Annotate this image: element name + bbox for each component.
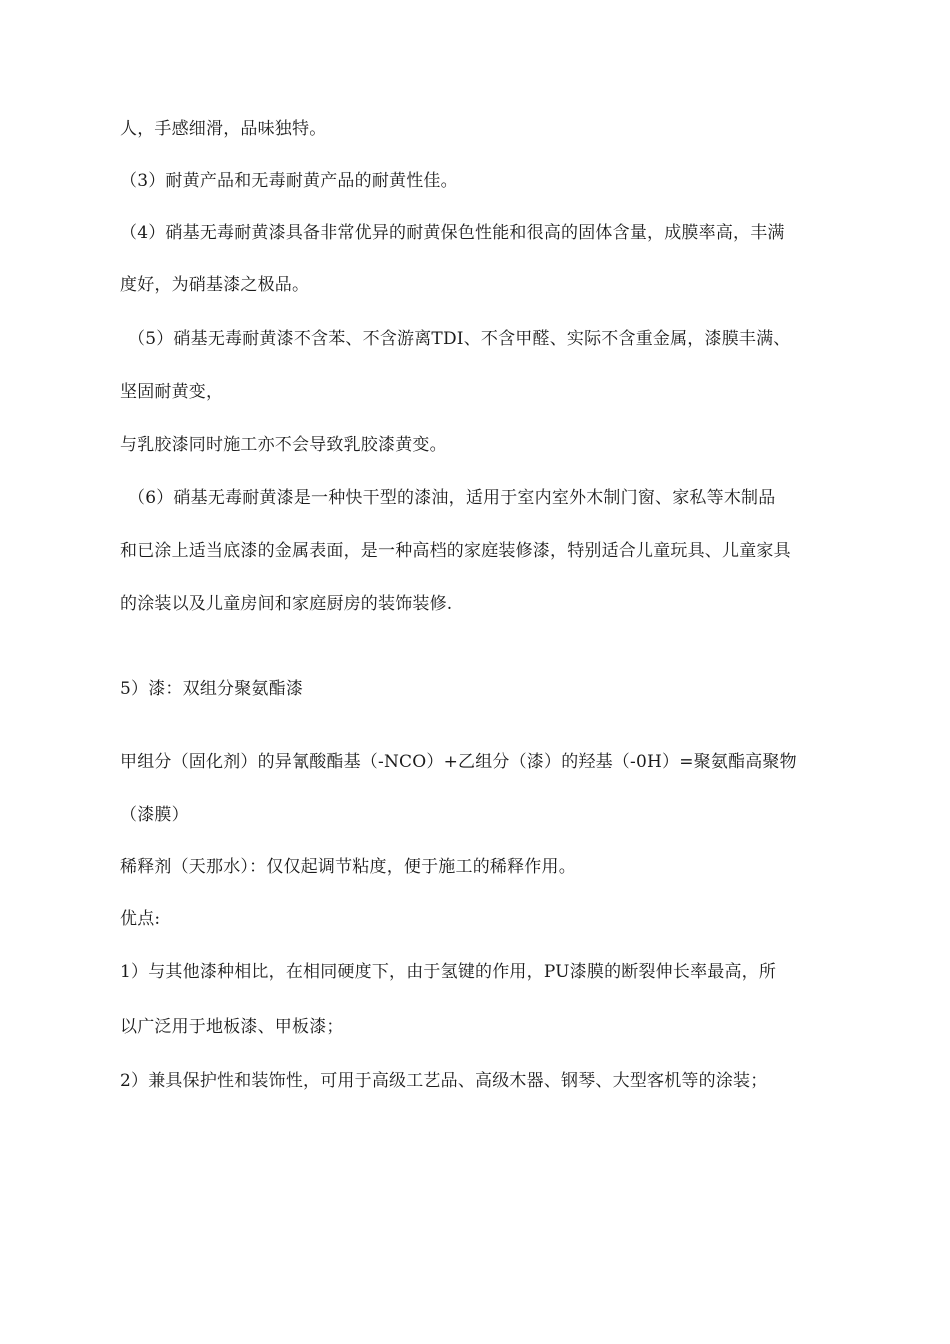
section-heading: 5）漆：双组分聚氨酯漆 [120, 679, 304, 699]
text-line: 的涂装以及儿童房间和家庭厨房的装饰装修. [120, 594, 453, 614]
text-line: 1）与其他漆种相比，在相同硬度下，由于氢键的作用，PU漆膜的断裂伸长率最高，所 [120, 962, 777, 982]
text-line: 人，手感细滑，品味独特。 [120, 119, 327, 139]
text-line: （漆膜） [120, 805, 189, 825]
text-line: 2）兼具保护性和装饰性，可用于高级工艺品、高级木器、钢琴、大型客机等的涂装； [120, 1071, 768, 1091]
text-line: 和已涂上适当底漆的金属表面，是一种高档的家庭装修漆，特别适合儿童玩具、儿童家具 [120, 541, 791, 561]
text-line: （6）硝基无毒耐黄漆是一种快干型的漆油，适用于室内室外木制门窗、家私等木制品 [128, 488, 776, 508]
text-line: 度好，为硝基漆之极品。 [120, 275, 310, 295]
text-line: 优点: [120, 909, 161, 929]
text-line: 与乳胶漆同时施工亦不会导致乳胶漆黄变。 [120, 435, 447, 455]
text-line: 稀释剂（天那水）：仅仅起调节粘度，便于施工的稀释作用。 [120, 857, 576, 877]
text-line: （3）耐黄产品和无毒耐黄产品的耐黄性佳。 [120, 171, 458, 191]
text-line: 以广泛用于地板漆、甲板漆； [120, 1017, 344, 1037]
text-line: 甲组分（固化剂）的异氰酸酯基（-NCO）+乙组分（漆）的羟基（-0H）=聚氨酯高聚物 [120, 752, 797, 772]
text-line: （5）硝基无毒耐黄漆不含苯、不含游离TDI、不含甲醛、实际不含重金属，漆膜丰满、 [128, 329, 791, 349]
text-line: （4）硝基无毒耐黄漆具备非常优异的耐黄保色性能和很高的固体含量，成膜率高，丰满 [120, 223, 785, 243]
text-line: 坚固耐黄变， [120, 382, 224, 402]
